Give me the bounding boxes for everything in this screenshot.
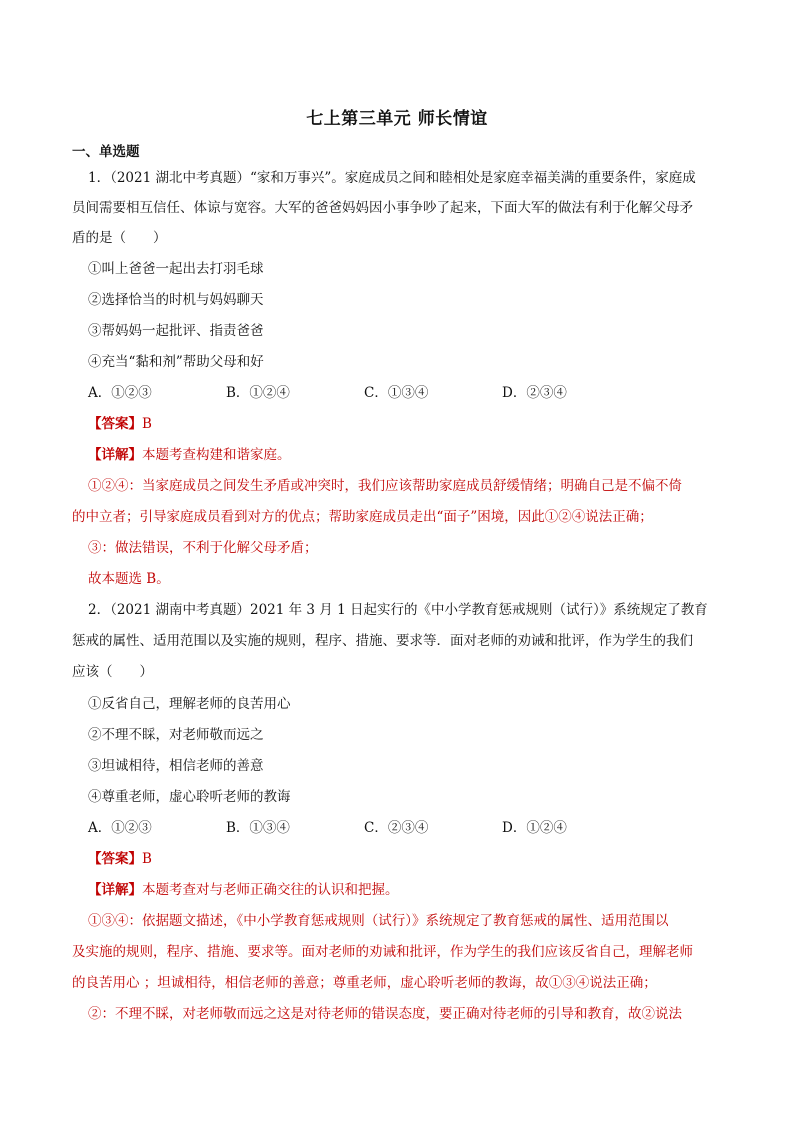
q1-item-4: ④充当“黏和剂”帮助父母和好 [88, 354, 264, 370]
q2-stem-line-2: 惩戒的属性、适用范围以及实施的规则，程序、措施、要求等．面对老师的劝诫和批评，作为学生的我们 [72, 633, 693, 649]
q2-option-b: B．①③④ [226, 820, 290, 836]
q2-answer [88, 849, 152, 869]
q2-detail-label: 【详解】 [88, 882, 142, 898]
q1-stem-line-2: 员间需要相互信任、体谅与宽容。大军的爸爸妈妈因小事争吵了起来，下面大军的做法有利于化解父母矛 [72, 200, 693, 216]
section-heading: 一、单选题 [72, 144, 140, 160]
q2-answer-label: 【答案】 [88, 851, 142, 867]
q2-answer-value: B [142, 851, 152, 867]
q1-option-c: C．①③④ [364, 385, 429, 401]
q2-options [88, 818, 567, 838]
q1-detail-line-1: ①②④：当家庭成员之间发生矛盾或冲突时，我们应该帮助家庭成员舒缓情绪；明确自己是不偏不倚 [88, 478, 682, 494]
q1-options [88, 383, 567, 403]
q2-detail-intro: 本题考查对与老师正确交往的认识和把握。 [142, 882, 399, 898]
page-title: 七上第三单元 师长情谊 [306, 109, 488, 129]
q1-detail-line-3: ③：做法错误，不利于化解父母矛盾； [88, 540, 318, 556]
q2-detail-line-4: ②：不理不睬，对老师敬而远之这是对待老师的错误态度，要正确对待老师的引导和教育，故②说法 [88, 1006, 682, 1022]
q1-option-b: B．①②④ [226, 385, 290, 401]
q1-item-3: ③帮妈妈一起批评、指责爸爸 [88, 323, 264, 339]
q2-item-1: ①反省自己，理解老师的良苦用心 [88, 696, 291, 712]
q2-option-d: D．①②④ [502, 820, 567, 836]
q1-stem-line-1: 1．（2021 湖北中考真题）“家和万事兴”。家庭成员之间和睦相处是家庭幸福美满的重要条件，家庭成 [88, 170, 696, 186]
q1-detail-intro: 本题考查构建和谐家庭。 [142, 447, 291, 463]
q2-stem-line-1: 2．（2021 湖南中考真题）2021 年 3 月 1 日起实行的《中小学教育惩戒规则（试行）》系统规定了教育 [88, 602, 708, 618]
q1-detail [88, 445, 291, 465]
q2-detail-line-3: 的良苦用心 ；坦诚相待，相信老师的善意；尊重老师，虚心聆听老师的教诲，故①③④说法正确； [72, 975, 657, 991]
q2-item-4: ④尊重老师，虚心聆听老师的教诲 [88, 789, 291, 805]
q1-detail-line-2: 的中立者；引导家庭成员看到对方的优点；帮助家庭成员走出“面子”困境，因此①②④说法正确； [72, 509, 653, 525]
q2-option-a: A．①②③ [88, 820, 152, 836]
q1-answer-value: B [142, 416, 152, 432]
q1-option-a: A．①②③ [88, 385, 152, 401]
q1-answer [88, 414, 152, 434]
q1-option-d: D．②③④ [502, 385, 567, 401]
q2-item-3: ③坦诚相待，相信老师的善意 [88, 758, 264, 774]
q1-item-2: ②选择恰当的时机与妈妈聊天 [88, 292, 264, 308]
q1-conclusion: 故本题选 B。 [88, 571, 170, 587]
q1-answer-label: 【答案】 [88, 416, 142, 432]
q2-option-c: C．②③④ [364, 820, 429, 836]
q2-detail [88, 880, 399, 900]
q2-item-2: ②不理不睬，对老师敬而远之 [88, 727, 264, 743]
q2-detail-line-1: ①③④：依据题文描述，《中小学教育惩戒规则（试行）》系统规定了教育惩戒的属性、适用范围以 [88, 913, 669, 929]
q1-detail-label: 【详解】 [88, 447, 142, 463]
q1-item-1: ①叫上爸爸一起出去打羽毛球 [88, 261, 264, 277]
q1-stem-line-3: 盾的是（ ） [72, 230, 167, 246]
q2-stem-line-3: 应该（ ） [72, 664, 153, 680]
q2-detail-line-2: 及实施的规则，程序、措施、要求等。面对老师的劝诫和批评，作为学生的我们应该反省自己，理解老师 [72, 944, 693, 960]
